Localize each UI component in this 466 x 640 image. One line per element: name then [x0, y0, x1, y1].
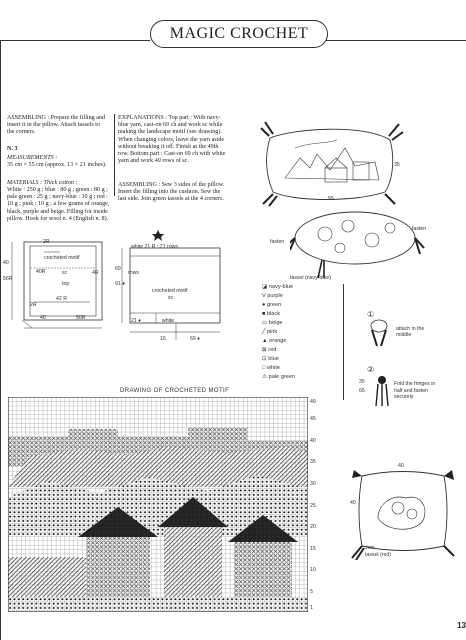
measurements-text: 35 cm × 55 cm (approx. 13 × 21 inches). — [7, 162, 107, 168]
step-1-tassel-illustration — [368, 318, 390, 348]
middle-diagram-row-3: 21 ♦ — [131, 318, 141, 324]
legend-item: ⚠ pale green — [262, 374, 296, 380]
chart-row-label: 5 — [310, 589, 313, 595]
middle-diagram-top-label: white 21 R : 21 rows — [131, 244, 178, 250]
right-column-rule — [343, 284, 344, 400]
legend-symbol-icon: ▲ — [262, 338, 268, 344]
legend-item: □ white — [262, 365, 281, 371]
legend-item: ● green — [262, 302, 282, 308]
pillow-height-label: 35 — [394, 162, 400, 168]
chart-row-label: 20 — [310, 524, 316, 530]
small-pillow-width: 40 — [398, 463, 404, 469]
step-1-text: attach in the middle — [396, 326, 425, 338]
middle-diagram-white: white — [162, 318, 175, 324]
small-pillow-join: Join — [365, 545, 375, 551]
fasten-left-label: fasten — [270, 239, 285, 245]
legend-symbol-icon: ● — [262, 302, 266, 308]
pillow-top-illustration — [255, 118, 405, 208]
left-schematic-diagram — [4, 228, 116, 346]
left-diagram-bottom-2r: 2R — [30, 302, 37, 308]
materials-heading: MATERIALS : Thick cotton : — [7, 180, 78, 186]
legend-item: ▲ orange — [262, 338, 287, 344]
left-diagram-inner-top: 40R — [36, 269, 46, 275]
tassel-label: tassel (navy-blue) — [290, 275, 331, 281]
page-number: 13 — [457, 621, 466, 630]
left-diagram-right-label: 4R — [92, 270, 99, 276]
legend-symbol-icon: ╱ — [262, 329, 266, 335]
left-diagram-sc: sc — [62, 270, 68, 276]
chart-row-label: 15 — [310, 546, 316, 552]
legend-symbol-icon: ◪ — [262, 284, 268, 290]
legend-symbol-icon: V — [262, 293, 266, 299]
assembling-right-text: ASSEMBLING : Sew 3 sides of the pillow. Insert the filling into the cushion. Sew the last side. Join green tassels at the 4 corners. — [118, 182, 225, 203]
middle-diagram-motif-label: crocheted motif — [152, 288, 188, 294]
middle-diagram-bottom-1: 16 — [160, 336, 166, 342]
step-2-text: Fold the fringes in half and fasten securely — [394, 381, 436, 400]
legend-symbol-icon: ■ — [262, 311, 266, 317]
chart-row-label: 35 — [310, 459, 316, 465]
step-2-tassel-illustration — [372, 374, 392, 408]
legend-symbol-icon: ▭ — [262, 320, 268, 326]
chart-row-label: 45 — [310, 416, 316, 422]
small-pillow-tassel: tassel (red) — [365, 552, 391, 558]
pattern-number: N. 3 — [7, 146, 18, 152]
legend-symbol-icon: ⊠ — [262, 347, 267, 353]
legend-symbol-icon: ⚠ — [262, 374, 268, 380]
explanations-text: EXPLANATIONS : Top part : With navy-blue yarn, cast-on 69 ch and work sc while making the landscape motif (see drawing). When changing colors, leave the yarn aside without breaking it off. Finish at the 49th row. Bottom part : Cast-on 69 ch with white yarn and work 49 rows of sc. — [118, 115, 226, 165]
pillow-roll-illustration — [290, 204, 430, 284]
middle-diagram-sc: sc — [168, 295, 174, 301]
step-2-value-b: 65 — [359, 388, 365, 394]
left-diagram-top-label: 2R — [43, 239, 50, 245]
chart-row-label: 30 — [310, 481, 316, 487]
chart-row-label: 40 — [310, 438, 316, 444]
small-pillow-height: 40 — [350, 500, 356, 506]
step-2-marker: ② — [367, 365, 375, 374]
legend-item: V purple — [262, 293, 283, 299]
chart-row-label: 25 — [310, 503, 316, 509]
materials-text: White : 250 g ; blue : 80 g ; green : 80 g ; pale green : 25 g ; navy-blue : 10 g ; red : 10 g ; pink : 10 g ; a few grams of orange, black, purple and beige. Filling for inside pillow. Hook for wool n. 4 (English n. 8). — [7, 187, 110, 222]
legend-item: ▭ beige — [262, 320, 283, 326]
left-diagram-width-1: 40 — [40, 315, 46, 321]
legend-symbol-icon: □ — [262, 365, 266, 371]
middle-diagram-bottom-2: 69 ♦ — [190, 336, 200, 342]
left-diagram-motif-label: crocheted motif — [44, 255, 80, 261]
left-diagram-inner-bottom: 42 R — [56, 296, 67, 302]
header-rule-right — [326, 40, 466, 41]
crochet-chart — [8, 397, 308, 612]
legend-item: ╱ pink — [262, 329, 278, 335]
left-diagram-side-label-2: 56R — [3, 276, 13, 282]
step-1-marker: ① — [367, 310, 375, 319]
middle-diagram-row-1: 69 — [115, 266, 121, 272]
left-margin-rule — [0, 40, 1, 640]
pillow-width-label: 55 — [328, 196, 334, 202]
page-title: MAGIC CROCHET — [150, 20, 328, 48]
legend-item: ⊠ red — [262, 347, 277, 353]
middle-diagram-row-2: 91 ♦ — [115, 281, 125, 287]
legend-item: ◪ navy-blue — [262, 284, 294, 290]
left-diagram-side-label: 40 — [3, 260, 9, 266]
legend-symbol-icon: ⊡ — [262, 356, 267, 362]
fasten-right-label: fasten — [412, 226, 427, 232]
chart-row-label: 10 — [310, 567, 316, 573]
chart-row-label: 49 — [310, 399, 316, 405]
left-diagram-width-2: 50R — [76, 315, 86, 321]
assembling-left-text: ASSEMBLING : Prepare the filling and insert it in the pillow. Attach tassels to the corners. — [7, 115, 105, 136]
column-rule-1 — [114, 114, 115, 196]
legend-item: ⊡ blue — [262, 356, 279, 362]
chart-row-label: 1 — [310, 605, 313, 611]
left-diagram-part: top — [62, 281, 70, 287]
step-2-value-a: 35 — [359, 379, 365, 385]
legend-item: ■ black — [262, 311, 281, 317]
chart-title: DRAWING OF CROCHETED MOTIF — [120, 388, 230, 394]
header-rule-left — [0, 40, 150, 41]
measurements-heading: MEASUREMENTS : — [7, 155, 58, 161]
middle-diagram-rows-label: rows — [128, 270, 139, 276]
